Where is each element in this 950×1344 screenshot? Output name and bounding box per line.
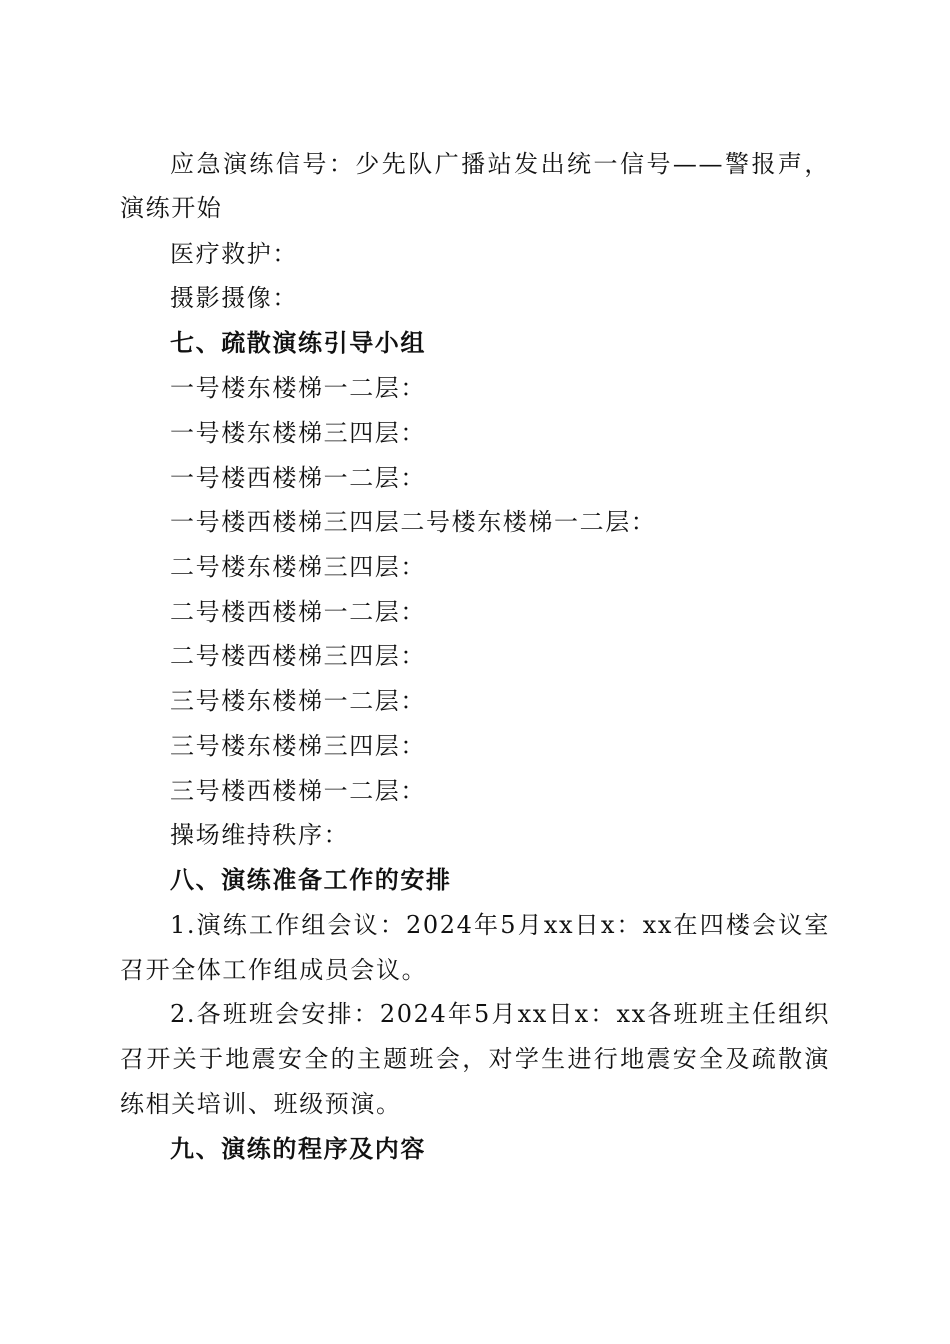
list-item: 二号楼西楼梯三四层： — [170, 642, 426, 670]
photography-line: 摄影摄像： — [170, 284, 298, 312]
playground-order-line: 操场维持秩序： — [170, 821, 350, 849]
paragraph-class-meeting-line3: 练相关培训、班级预演。 — [120, 1090, 402, 1118]
medical-rescue-line: 医疗救护： — [170, 240, 298, 268]
paragraph-meeting-line1: 1.演练工作组会议：2024年5月xx日x：xx在四楼会议室 — [170, 911, 830, 939]
section-heading-7: 七、疏散演练引导小组 — [170, 329, 426, 357]
list-item: 一号楼东楼梯三四层： — [170, 419, 426, 447]
paragraph-meeting-line2: 召开全体工作组成员会议。 — [120, 956, 428, 984]
list-item: 三号楼东楼梯三四层： — [170, 732, 426, 760]
paragraph-class-meeting-line2: 召开关于地震安全的主题班会，对学生进行地震安全及疏散演 — [120, 1045, 830, 1073]
list-item: 二号楼西楼梯一二层： — [170, 598, 426, 626]
list-item: 一号楼西楼梯一二层： — [170, 464, 426, 492]
section-heading-9: 九、演练的程序及内容 — [170, 1135, 426, 1163]
list-item: 二号楼东楼梯三四层： — [170, 553, 426, 581]
list-item: 一号楼西楼梯三四层二号楼东楼梯一二层： — [170, 508, 657, 536]
list-item: 三号楼西楼梯一二层： — [170, 777, 426, 805]
paragraph-class-meeting-line1: 2.各班班会安排：2024年5月xx日x：xx各班班主任组织 — [170, 1000, 830, 1028]
list-item: 三号楼东楼梯一二层： — [170, 687, 426, 715]
section-heading-8: 八、演练准备工作的安排 — [170, 866, 452, 894]
paragraph-signal-line2: 演练开始 — [120, 194, 223, 222]
paragraph-signal-line1: 应急演练信号：少先队广播站发出统一信号——警报声， — [170, 150, 830, 178]
list-item: 一号楼东楼梯一二层： — [170, 374, 426, 402]
